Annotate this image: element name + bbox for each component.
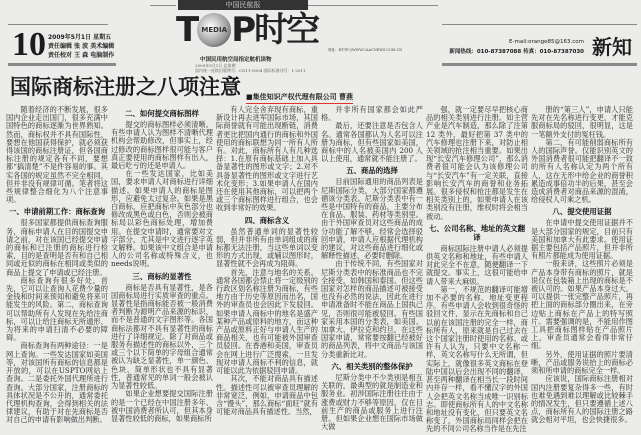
section-heading: 七、公司名称、地址的英文翻译 [428, 223, 526, 242]
paragraph: 一般来讲，这些照片必须是产品本身带有商标的照片，就是说仅在包装箱上出现的商标是不被认可的。如果产品本身过大，可以提供一张完整产品照片，再把上面的商标部分圈出来，在旁边贴上商标在产品上的特写照片。需要强调的是，不能用作图工具把商标图样贴在产品照片上，审查员通常会看得非常仔细。 [531, 259, 633, 351]
text-column [216, 106, 318, 416]
header-rule [442, 63, 637, 66]
paragraph: 第一，不规范的翻译可能增加不必要的名称、地址变更程序。有些申请人会收到很奇怪的驳回文件，显示在先商标和自己以前在该国注册的完全一样，商标所有人，原来就是自己过去在这个国家注册时使用的名称。或许有人认为，只要中文名称一样，英文名称写什么无所谓，但实际上，就像很多英文商标在登陆中国以后会出现不同的翻译，甚至两种翻译在相当长一段时间内并存一样，看不懂汉字的外国人会把英文名称当成唯一识别标志。即使商标所有人的中文名称和地址没有变化，但只要英文名称变了，外国商标局同样会把在先的不同公司名称当作是在先注 [426, 284, 528, 434]
phone-line: 新闻热线：010-87387088 传真：010-87387030 [449, 49, 584, 55]
text-column [111, 106, 213, 423]
paragraph: 另外，使用证据的照片要清晰，产品或服务说抬上的商标必须和所申请的商标完全一样。 [531, 349, 633, 376]
article-title: 国际商标注册之八项注意 [10, 74, 241, 99]
text-column [321, 106, 423, 431]
paragraph: 尼斯分类中不少类别是相互关联的，最典型的就是制造业和服务业。初涉国际注册往往由于涨费或财力不够等原因，仅在目前生产的商品或服务上进行注册。但如果企业想在国际市场做大做 [321, 372, 423, 432]
section-name: 新知 [592, 35, 632, 59]
paragraph: 商标查询有很多好处，首先，它可以让查询人花费少量的金钱和时间来预知和避免将来可能发生的风险。第二，商标查询可以帮助所有人发现在先给注商标，可以让给注商标无所遁形，为将来的申请扫清不必要的障碍。 [6, 275, 108, 343]
paragraph: 商标国际注册中请人必须提供英文名称和地址，有些申请人对此完全不在意，随便翻译一下就提交。事实上，这很可能给申请人带来大麻烦。 [426, 243, 528, 286]
media-globe-icon: MEDIA [197, 13, 231, 47]
paragraph: 最后，还要注意是否包含人名。通常各国都认为人名可以注册为商标，但有些国家如美国，商标中的人名被美国内 200 人以上使用，通常就不能注册了。 [321, 121, 423, 164]
section-heading: 三、商标的显著性 [132, 271, 192, 281]
page-number: 10 [12, 26, 46, 63]
email: E-mail:orange85@163.com [509, 39, 584, 45]
paragraph: 目前国际通用的商品列表是尼斯国际分类，大部分国家都遵循该分类表。尼斯分类表中有一些是中国特有的商品，主要分布在食品、服装、药材等类别里。由于外国审查员对这些商品的成分功能了解不够，经常会选择驳回申请，申请人应根据代理机构的建议，对这些商品进行细化或解释性描述，必要时删除。 [321, 177, 423, 261]
text-column [6, 106, 108, 425]
paragraph: 商标查询有两种途径：一是网上查询。一些发达国家如美国等，对该国所有商标的信息都是开放的，可以在USPTO网站上查询。二是委托外国代理所进行查询。大部分国家，注册商标的具体状况是不公开的，通常委托代理机构查询，会得到相关的法律建议，有助于对在先商标是否对自己的申请有影响做出判断。 [6, 341, 108, 425]
masthead-small-line: 2009年5月1日 总第期 [195, 63, 236, 68]
masthead-small [195, 63, 306, 73]
paragraph: 第二，有可能削弱商标所有人的国际声誉。仅能识别英文的外国消费者很可能把翻译不一致的所有人名称认定为两个所有人，这在无形中给企业的商誉积累造成事倍功半的后果，甚至会造成消费者对商品来源的混淆，给侵权人可乘之机。 [531, 137, 633, 205]
masthead-small-line: 国内统一连续出版物号：CN11-0004 国际标准刊号：1-2011 [195, 68, 306, 73]
section-heading: 一、申请前期工作：商标查询 [8, 207, 106, 217]
editors-line: 责任编辑 张 波 美术编辑 [48, 43, 115, 50]
paragraph: 在申请中提交使用证据并不是大部分国家的规定，目前只有美国和加拿大有此要求。使用证据主要包括产品照片，但并非所有照片都能成为使用证据。 [531, 218, 633, 261]
header-rule [8, 24, 108, 25]
paragraph: 应该说，国际商标注册相对国内注册要复杂得多一些，有时也难免遇到难以理解或比较棘手的情况发生，但只要遵循上述八点，商标所有人的国际注册之路就会相对平坦，也会快捷很多。 [531, 374, 633, 425]
masthead-subtitle: 中国民用航空局指定航机读物 [200, 57, 272, 63]
text-column [531, 106, 633, 425]
paragraph: 有人完全舍弃现有商标，重新设计再去进军国际市场，其国际商誉就有可能出现断链，消费者更比把国内通行的商标和外国使用的商标联想为同一所有人所有。对此，商标所有人有几种选择：1.在原有商标基础上加入具备显著性的图形或文字；2.对不具备显著性的图形或文字进行艺术化变形；3.如果申请人在国内还在使用其他商标，可以把两个或三个商标图样进行组合，也会收到非常好的效果。 [216, 105, 318, 213]
logo-text: P时空 [231, 10, 319, 50]
header-rule [442, 24, 637, 25]
paragraph: 首先，注意与地名的关系。通常各国都会禁止将一定级别的行政区划名称注册为商标，有些地方由于历史等原因而出名，国外的审查员也会因此下发驳回。如果申请人商标中的地名是盛产某种产品或原料的地方，而这种产品或原料正好与申请人生产的商品相关，也有可能被外国审查员驳回。在香港和美国，审查员会在网上进行广泛搜索，一旦发现对申请人商标不利的信息，就可能以此为依据驳回申请。 [216, 267, 318, 376]
section-heading: 六、相关类别的整体保护 [331, 361, 413, 371]
paragraph: 由于传统不同，有些国家对尼斯分类表中的标准商品也不完全接受，如韩国和泰国。但这些国家对怎样的商品描述可被接受也没有必然的说法，因此在进行申请准备时不能在商品上国执己见，否则很可能被驳回。有些国家采用本国的分类表，如美国、加拿大、伊拉克和约旦，在这些国家申请，常常要按翻已经被好的商品列表，将中文商品与该国分类重新比对。 [321, 259, 423, 359]
date-line: 2009年5月1日 星期五 [48, 34, 112, 41]
editors-line: 责任校对 王 森 电脑制作 [48, 52, 115, 59]
masthead-top: 中国民航报 [178, 0, 308, 10]
paragraph: 虽然普通单词的显著性较弱，但并非所有由单词组成的商标都无法注册，当这些单词以变形的方式出现，或辅以图形时，显著性就不会再成为阻碍。 [216, 226, 318, 269]
section-heading: 五、商品的选择 [346, 166, 398, 176]
paragraph: 在一些发达国家，比如美国，要求申请人对商标进行详细描述。如果申请人的商标是图形，应避免太过复杂。如果是黑白商标，应把商标中灰色部分也修改成黑色或白色，否则会被商标局以彩色商标处理，增加费用。在提交申请时，通常要对文字部分，尤其是中文进行逐字英文解释。如果该中文组合是申请人的公司名称或特殊含义，也needs说明。 [111, 169, 213, 269]
byline: ■集佳知识产权代理有限公司 曹燕 [246, 92, 353, 104]
masthead-logo [176, 12, 318, 48]
paragraph: 提交的商标图样必须清晰。有些申请人认为图样不清晰代理机构会帮助修改，但事实上，经过修改的商标图样很可能与客户真正要使用的商标图样有出入，最后吃亏的还是申请人。 [111, 120, 213, 171]
header-rule [8, 63, 116, 66]
section-heading: 八、提交使用证据 [552, 207, 612, 217]
section-heading: 四、商标含义 [244, 215, 290, 225]
text-column [426, 106, 528, 434]
logo-text: T [176, 10, 198, 50]
paragraph: 商标是否具有显著性，是各国商标局进行实质审查的重点。显著性是指商标能否被一般消费者判断为源明产品来源的标识，而不是普通的文字图形等。各国商标法都对不具有显著性的商标进行了详细规定。除了对商品或服务有描述性的商标以外，三个或三个以下简单的字母组合通常被认为缺乏显著性，单一颜色、色块、简单形状也不具有显著性，普通常见的单词一般会被认为显著性较低。 [111, 282, 213, 391]
paragraph: 如果企业想要提交国际注册的是一个已经在中国注册多年、被中国消费者所认可，但其本身显著性较低的商标，如果商标所 [111, 389, 213, 423]
website: 网址：HTTP://WWW.CAACNEWS.COM.CN [328, 48, 403, 52]
section-heading: 二、如何提交商标图样 [125, 109, 199, 118]
paragraph: 随着经济的不断发展，很多国内企业走出国门，很多充满中国特色的商标逐渐为世界熟知。然而，商标权并不具有国际性，要想在他国获得保护，就必须获得该国的商标注册证，但各国商标注册的规定各有不同，要想都“搞清楚”不是件容易的事。其实各国的规定虽然不完全相同，但并非没有规律可循。笔者将这些规律整合细化为八个注意事项。 [6, 105, 108, 205]
paragraph: 很多国家都提供商标查询服务，商标申请人在目的国提交申请之前，对在该国已经提交申请的商标和已注册的商标进行检索，目的是查明是否有和自己相同或近似的商标在相同或类似的商品上提交了申请或已经注册。 [6, 218, 108, 277]
paragraph: 其次，不能对商品具有描述性。描述性可以被审查员理解的非常宽泛，例如，申请商品中包含“馒头”，那么商标“面旺”就有可能对商品具有描述性。当然， [216, 374, 318, 417]
paragraph: 册的“第三人”，申请人只能先对在先名称进行变更，才能克服商标局的驳回，很明显，这是一笔额外支付的冤枉钱。 [531, 105, 633, 139]
header-rule [150, 5, 176, 6]
paragraph: 强，就一定要尽早把核心商品的相关类别进行注册。如主营产业是汽车制造，那么除了注第 12 类外，最好把第 37 类中的汽车修理也注册下来，对防止相关领域的抢注相当重要。如果出现“长安汽车修理公司”，那么消费者很可能会认为该修理公司与“长安汽车”有一定关联，直接影响长安汽车的商誉和业务拓展。很多侵权和抢注都是发生在相关类别上的，如果申请人在该类别没有注册，维权时将会相当被动。 [426, 105, 528, 221]
header-rule [308, 5, 438, 6]
paragraph: 并非所有国家都会如此严格。 [321, 105, 423, 123]
